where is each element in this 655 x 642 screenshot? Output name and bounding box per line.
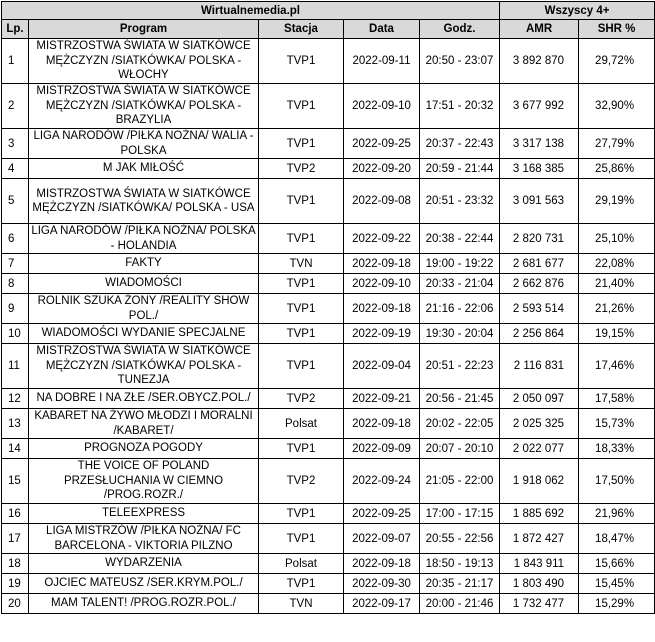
cell-lp: 8: [2, 274, 29, 294]
cell-amr: 2 820 731: [500, 224, 579, 254]
cell-amr: 1 872 427: [500, 524, 579, 554]
cell-amr: 3 168 385: [500, 159, 579, 179]
cell-station: TVP1: [259, 504, 344, 524]
cell-station: TVP1: [259, 179, 344, 224]
cell-lp: 19: [2, 574, 29, 594]
cell-time: 20:07 - 20:10: [420, 439, 500, 459]
cell-amr: 3 892 870: [500, 39, 579, 84]
cell-time: 20:00 - 21:46: [420, 594, 500, 614]
cell-time: 19:00 - 19:22: [420, 254, 500, 274]
cell-time: 20:51 - 23:32: [420, 179, 500, 224]
cell-station: TVP1: [259, 524, 344, 554]
table-row: [2, 389, 655, 409]
cell-program: TELEEXPRESS: [29, 504, 259, 524]
column-header-lp: Lp.: [2, 20, 29, 39]
cell-station: TVN: [259, 594, 344, 614]
cell-station: Polsat: [259, 554, 344, 574]
cell-lp: 14: [2, 439, 29, 459]
cell-date: 2022-09-30: [344, 574, 420, 594]
cell-station: TVP1: [259, 224, 344, 254]
cell-time: 20:59 - 21:44: [420, 159, 500, 179]
cell-date: 2022-09-08: [344, 179, 420, 224]
cell-shr: 29,19%: [579, 179, 655, 224]
table-row: [2, 294, 655, 324]
cell-date: 2022-09-18: [344, 554, 420, 574]
table-row: [2, 554, 655, 574]
cell-date: 2022-09-10: [344, 274, 420, 294]
cell-lp: 10: [2, 324, 29, 344]
cell-amr: 1 885 692: [500, 504, 579, 524]
cell-shr: 19,15%: [579, 324, 655, 344]
table-row: [2, 254, 655, 274]
cell-program: MAM TALENT! /PROG.ROZR.POL./: [29, 594, 259, 614]
cell-station: TVP1: [259, 84, 344, 129]
cell-lp: 15: [2, 459, 29, 504]
cell-time: 20:02 - 22:05: [420, 409, 500, 439]
cell-amr: 2 025 325: [500, 409, 579, 439]
cell-station: TVP1: [259, 274, 344, 294]
cell-shr: 18,47%: [579, 524, 655, 554]
cell-lp: 13: [2, 409, 29, 439]
cell-date: 2022-09-11: [344, 39, 420, 84]
cell-lp: 4: [2, 159, 29, 179]
cell-program: WIADOMOŚCI: [29, 274, 259, 294]
cell-lp: 7: [2, 254, 29, 274]
cell-program: NA DOBRE I NA ZŁE /SER.OBYCZ.POL./: [29, 389, 259, 409]
ratings-table: [1, 1, 655, 614]
cell-station: TVP1: [259, 129, 344, 159]
cell-station: TVP2: [259, 389, 344, 409]
cell-shr: 18,33%: [579, 439, 655, 459]
cell-time: 17:00 - 17:15: [420, 504, 500, 524]
cell-station: TVP2: [259, 159, 344, 179]
cell-amr: 2 681 677: [500, 254, 579, 274]
cell-program: ROLNIK SZUKA ŻONY /REALITY SHOW POL./: [29, 294, 259, 324]
cell-time: 18:50 - 19:13: [420, 554, 500, 574]
table-row: [2, 504, 655, 524]
cell-date: 2022-09-25: [344, 129, 420, 159]
cell-lp: 11: [2, 344, 29, 389]
cell-shr: 27,79%: [579, 129, 655, 159]
cell-date: 2022-09-24: [344, 459, 420, 504]
cell-time: 20:38 - 22:44: [420, 224, 500, 254]
cell-program: PROGNOZA POGODY: [29, 439, 259, 459]
cell-date: 2022-09-07: [344, 524, 420, 554]
column-header-program: Program: [29, 20, 259, 39]
cell-shr: 15,45%: [579, 574, 655, 594]
source-header: Wirtualnemedia.pl: [2, 2, 500, 20]
cell-program: FAKTY: [29, 254, 259, 274]
cell-amr: 3 091 563: [500, 179, 579, 224]
cell-station: TVP1: [259, 439, 344, 459]
table-row: [2, 274, 655, 294]
cell-program: MISTRZOSTWA ŚWIATA W SIATKÓWCE MĘŻCZYZN /SIATKÓWKA/ POLSKA - TUNEZJA: [29, 344, 259, 389]
cell-shr: 22,08%: [579, 254, 655, 274]
table-row: [2, 409, 655, 439]
column-header-station: Stacja: [259, 20, 344, 39]
table-row: [2, 574, 655, 594]
cell-shr: 21,40%: [579, 274, 655, 294]
table-row: [2, 159, 655, 179]
cell-time: 21:16 - 22:06: [420, 294, 500, 324]
cell-date: 2022-09-18: [344, 294, 420, 324]
cell-time: 20:50 - 23:07: [420, 39, 500, 84]
cell-program: M JAK MIŁOŚĆ: [29, 159, 259, 179]
cell-station: TVP1: [259, 294, 344, 324]
cell-date: 2022-09-21: [344, 389, 420, 409]
cell-amr: 2 116 831: [500, 344, 579, 389]
cell-amr: 3 317 138: [500, 129, 579, 159]
cell-time: 20:55 - 22:56: [420, 524, 500, 554]
cell-time: 20:35 - 21:17: [420, 574, 500, 594]
cell-program: LIGA NARODÓW /PIŁKA NOŻNA/ POLSKA - HOLANDIA: [29, 224, 259, 254]
cell-lp: 18: [2, 554, 29, 574]
cell-amr: 1 732 477: [500, 594, 579, 614]
cell-lp: 5: [2, 179, 29, 224]
table-body: [2, 39, 655, 614]
cell-station: TVP1: [259, 574, 344, 594]
cell-date: 2022-09-19: [344, 324, 420, 344]
cell-shr: 25,86%: [579, 159, 655, 179]
cell-station: TVP2: [259, 459, 344, 504]
cell-amr: 2 256 864: [500, 324, 579, 344]
cell-amr: 2 593 514: [500, 294, 579, 324]
cell-time: 20:33 - 21:04: [420, 274, 500, 294]
cell-date: 2022-09-20: [344, 159, 420, 179]
cell-lp: 3: [2, 129, 29, 159]
cell-shr: 29,72%: [579, 39, 655, 84]
cell-amr: 3 677 992: [500, 84, 579, 129]
table-row: [2, 459, 655, 504]
cell-program: MISTRZOSTWA ŚWIATA W SIATKÓWCE MĘŻCZYZN /SIATKÓWKA/ POLSKA - WŁOCHY: [29, 39, 259, 84]
table-row: [2, 129, 655, 159]
cell-lp: 2: [2, 84, 29, 129]
column-header-amr: AMR: [500, 20, 579, 39]
cell-amr: 2 050 097: [500, 389, 579, 409]
cell-shr: 17,50%: [579, 459, 655, 504]
cell-lp: 6: [2, 224, 29, 254]
cell-date: 2022-09-09: [344, 439, 420, 459]
column-header-shr: SHR %: [579, 20, 655, 39]
cell-date: 2022-09-25: [344, 504, 420, 524]
cell-date: 2022-09-17: [344, 594, 420, 614]
cell-shr: 15,73%: [579, 409, 655, 439]
table-row: [2, 39, 655, 84]
cell-lp: 20: [2, 594, 29, 614]
cell-program: MISTRZOSTWA ŚWIATA W SIATKÓWCE MĘŻCZYZN /SIATKÓWKA/ POLSKA - USA: [29, 179, 259, 224]
cell-date: 2022-09-10: [344, 84, 420, 129]
cell-station: TVP1: [259, 324, 344, 344]
cell-station: TVN: [259, 254, 344, 274]
table-row: [2, 344, 655, 389]
cell-date: 2022-09-22: [344, 224, 420, 254]
column-header-time: Godz.: [420, 20, 500, 39]
cell-program: WYDARZENIA: [29, 554, 259, 574]
cell-shr: 17,46%: [579, 344, 655, 389]
table-row: [2, 84, 655, 129]
cell-time: 20:56 - 21:45: [420, 389, 500, 409]
cell-program: MISTRZOSTWA ŚWIATA W SIATKÓWCE MĘŻCZYZN /SIATKÓWKA/ POLSKA - BRAZYLIA: [29, 84, 259, 129]
cell-program: WIADOMOŚCI WYDANIE SPECJALNE: [29, 324, 259, 344]
cell-program: THE VOICE OF POLAND PRZESŁUCHANIA W CIEMNO /PROG.ROZR./: [29, 459, 259, 504]
header-row-columns: [2, 20, 655, 39]
cell-shr: 15,66%: [579, 554, 655, 574]
table-row: [2, 524, 655, 554]
table-row: [2, 439, 655, 459]
cell-lp: 17: [2, 524, 29, 554]
column-header-date: Data: [344, 20, 420, 39]
cell-program: KABARET NA ŻYWO MŁODZI I MORALNI /KABARET/: [29, 409, 259, 439]
cell-program: OJCIEC MATEUSZ /SER.KRYM.POL./: [29, 574, 259, 594]
cell-lp: 1: [2, 39, 29, 84]
cell-amr: 2 022 077: [500, 439, 579, 459]
cell-shr: 17,58%: [579, 389, 655, 409]
cell-time: 20:51 - 22:23: [420, 344, 500, 389]
table-row: [2, 594, 655, 614]
cell-time: 17:51 - 20:32: [420, 84, 500, 129]
cell-date: 2022-09-04: [344, 344, 420, 389]
cell-program: LIGA NARODÓW /PIŁKA NOŻNA/ WALIA - POLSKA: [29, 129, 259, 159]
cell-station: TVP1: [259, 39, 344, 84]
cell-time: 21:05 - 22:00: [420, 459, 500, 504]
cell-station: Polsat: [259, 409, 344, 439]
table-row: [2, 324, 655, 344]
table-row: [2, 179, 655, 224]
cell-shr: 21,26%: [579, 294, 655, 324]
cell-amr: 1 843 911: [500, 554, 579, 574]
cell-shr: 32,90%: [579, 84, 655, 129]
cell-time: 20:37 - 22:43: [420, 129, 500, 159]
cell-shr: 15,29%: [579, 594, 655, 614]
cell-lp: 9: [2, 294, 29, 324]
table-row: [2, 224, 655, 254]
cell-time: 19:30 - 20:04: [420, 324, 500, 344]
cell-date: 2022-09-18: [344, 409, 420, 439]
cell-amr: 1 918 062: [500, 459, 579, 504]
cell-date: 2022-09-18: [344, 254, 420, 274]
cell-program: LIGA MISTRZÓW /PIŁKA NOŻNA/ FC BARCELONA - VIKTORIA PILZNO: [29, 524, 259, 554]
cell-amr: 1 803 490: [500, 574, 579, 594]
audience-header: Wszyscy 4+: [500, 2, 655, 20]
cell-lp: 12: [2, 389, 29, 409]
cell-shr: 25,10%: [579, 224, 655, 254]
cell-amr: 2 662 876: [500, 274, 579, 294]
cell-lp: 16: [2, 504, 29, 524]
header-row-top: [2, 2, 655, 20]
cell-shr: 21,96%: [579, 504, 655, 524]
cell-station: TVP1: [259, 344, 344, 389]
